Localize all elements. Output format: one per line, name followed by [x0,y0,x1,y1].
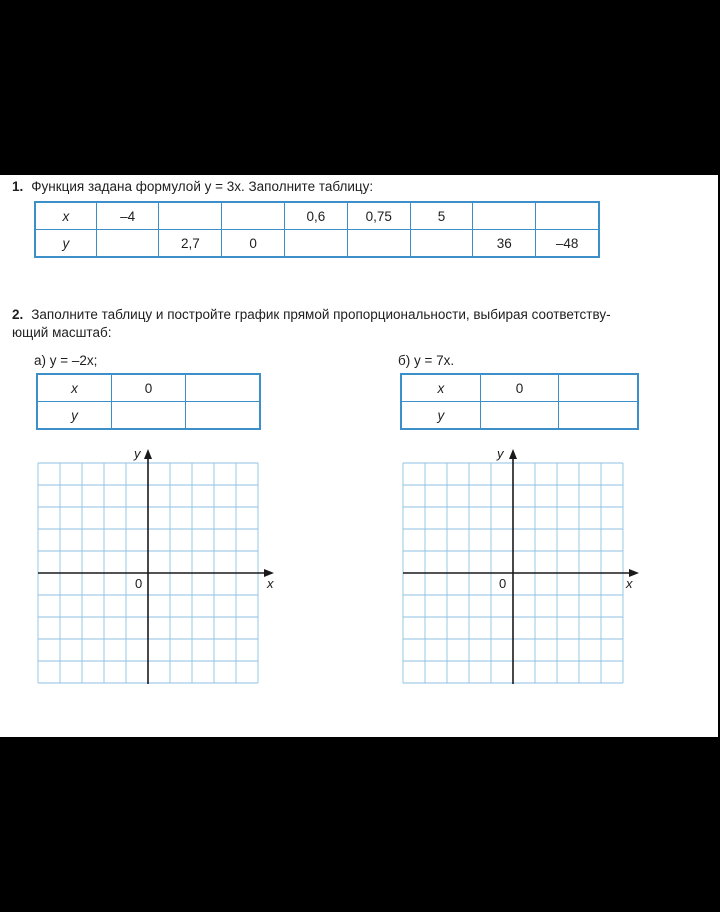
part-a-x-axis-label: x [267,576,274,591]
task1-y-cell[interactable]: 2,7 [159,230,222,258]
task2-number: 2. [12,307,24,322]
task1-x-cell[interactable]: 0,75 [347,202,410,230]
task1-y-cell[interactable]: 0 [222,230,285,258]
task1-x-cell[interactable]: 5 [410,202,473,230]
part-a-grid-svg[interactable] [30,441,280,687]
task1-y-cell[interactable] [347,230,410,258]
part-a-row-y [37,402,260,430]
part-b-y-cell[interactable] [480,402,559,430]
part-a-y-axis-label: y [134,446,141,461]
part-b-x-header: x [401,374,480,402]
task1-x-header: x [35,202,96,230]
task1-row-y [35,230,599,258]
part-b-y-arrow-icon [509,449,517,459]
task1-y-header: y [35,230,96,258]
task1-table [34,201,600,258]
task1-y-cell[interactable]: 36 [473,230,536,258]
part-a-y-cell[interactable] [186,402,260,430]
part-a-x-cell[interactable] [186,374,260,402]
part-b-origin-label: 0 [499,576,507,591]
task1-x-cell[interactable] [159,202,222,230]
part-b-x-cell[interactable] [559,374,638,402]
task2-text-line1: Заполните таблицу и постройте график прямой пропорциональности, выбирая соответству- [31,307,611,322]
part-a-x-cell[interactable]: 0 [112,374,186,402]
part-b-label: б) y = 7x. [398,353,455,368]
task1-y-cell[interactable] [410,230,473,258]
part-b-coordinate-grid[interactable] [395,441,645,687]
task2-title-line2: ющий масштаб: [12,325,112,340]
part-a-label: а) y = –2x; [34,353,98,368]
part-b-y-cell[interactable] [559,402,638,430]
task1-y-cell[interactable] [96,230,159,258]
task1-row-x [35,202,599,230]
part-b-table [400,373,639,430]
part-b-x-cell[interactable]: 0 [480,374,559,402]
part-b-row-y [401,402,638,430]
task1-x-cell[interactable] [473,202,536,230]
task1-title [12,178,373,196]
part-a-y-header: y [37,402,112,430]
task1-y-cell[interactable]: –48 [536,230,599,258]
worksheet-page [0,175,718,737]
part-a-row-x [37,374,260,402]
task1-x-cell[interactable]: 0,6 [285,202,348,230]
part-a-origin-label: 0 [135,576,143,591]
part-a-table [36,373,261,430]
part-b-x-axis-label: x [626,576,633,591]
part-a-x-header: x [37,374,112,402]
task1-x-cell[interactable] [222,202,285,230]
task1-x-cell[interactable]: –4 [96,202,159,230]
part-a-coordinate-grid[interactable] [30,441,280,687]
task1-text: Функция задана формулой y = 3x. Заполните таблицу: [31,179,374,194]
part-b-y-header: y [401,402,480,430]
part-b-row-x [401,374,638,402]
part-b-grid-svg[interactable] [395,441,645,687]
task1-y-cell[interactable] [285,230,348,258]
task1-number: 1. [12,179,24,194]
task2-title [12,306,611,324]
task1-x-cell[interactable] [536,202,599,230]
part-b-y-axis-label: y [497,446,504,461]
part-a-y-arrow-icon [144,449,152,459]
part-a-y-cell[interactable] [112,402,186,430]
